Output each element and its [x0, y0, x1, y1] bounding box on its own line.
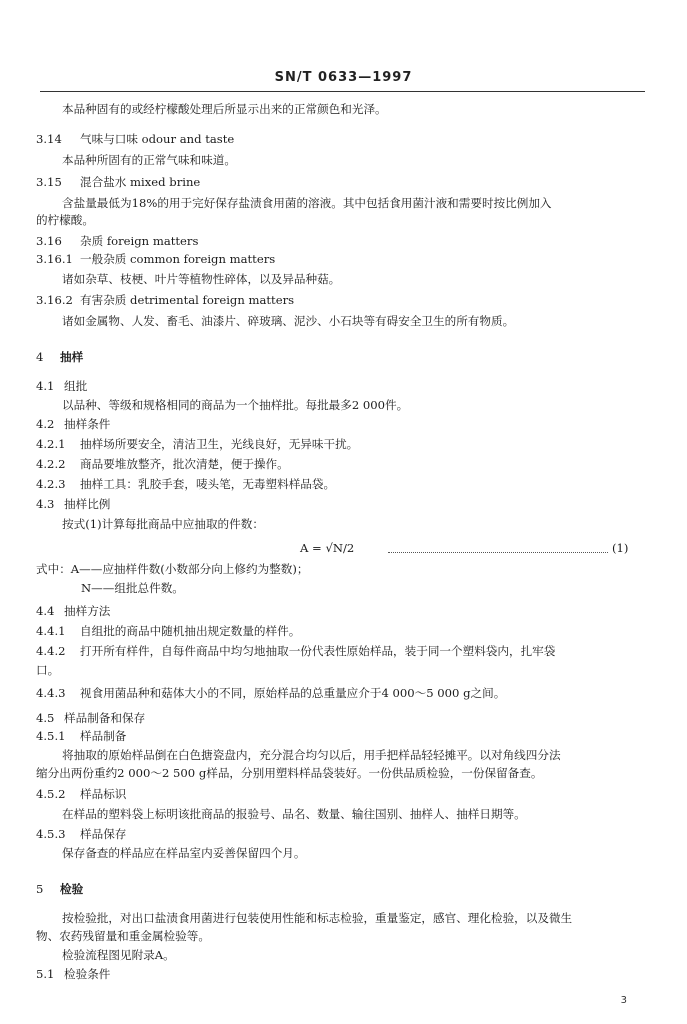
- section-title: 检验: [60, 882, 84, 896]
- section-number: 4.5.3: [36, 827, 66, 841]
- paragraph-text: 在样品的塑料袋上标明该批商品的报验号、品名、数量、输往国别、抽样人、抽样日期等。: [62, 807, 526, 821]
- section-title: 样品保存: [80, 827, 127, 841]
- paragraph-text: 式中：A——应抽样件数(小数部分向上修约为整数)；: [36, 562, 309, 576]
- text-line: [62, 195, 552, 211]
- text-line: [36, 212, 94, 228]
- section-title: 一般杂质 common foreign matters: [80, 252, 276, 266]
- section-number: 3.16.2: [36, 293, 73, 307]
- section-line: [36, 378, 87, 394]
- standard-number-header: SN/T 0633—1997: [274, 70, 413, 85]
- section-title: 抽样比例: [64, 497, 111, 511]
- section-number: 4.1: [36, 379, 55, 393]
- paragraph-text: 保存备查的样品应在样品室内妥善保留四个月。: [62, 846, 306, 860]
- text-line: [81, 580, 184, 596]
- section-title: 有害杂质 detrimental foreign matters: [80, 293, 295, 307]
- section-number: 4.2.1: [36, 437, 66, 451]
- section-line: [36, 786, 126, 802]
- page-number: 3: [620, 995, 627, 1006]
- section-line: [36, 456, 289, 472]
- section-number: 4.5.1: [36, 729, 66, 743]
- paragraph-text: 口。: [36, 663, 60, 677]
- section-number: 4.2.2: [36, 457, 66, 471]
- section-line: [36, 643, 555, 659]
- section-title: 气味与口味 odour and taste: [80, 132, 235, 146]
- section-title: 抽样工具：乳胶手套，唛头笔，无毒塑料样品袋。: [80, 477, 336, 491]
- section-line: [36, 251, 275, 267]
- text-line: [62, 101, 387, 117]
- paragraph-text: 本品种所固有的正常气味和味道。: [62, 153, 236, 167]
- section-line: [36, 436, 358, 452]
- paragraph-text: 本品种固有的或经柠檬酸处理后所显示出来的正常颜色和光泽。: [62, 102, 387, 116]
- section-number: 4.4.1: [36, 624, 66, 638]
- text-line: [62, 516, 264, 532]
- paragraph-text: 诸如杂草、枝梗、叶片等植物性碎体，以及异品种菇。: [62, 272, 341, 286]
- text-line: [62, 313, 514, 329]
- section-line: [36, 496, 110, 512]
- section-line: [36, 476, 335, 492]
- section-number: 4.4: [36, 604, 55, 618]
- text-line: [62, 806, 526, 822]
- section-line: [36, 174, 200, 190]
- text-line: [36, 928, 210, 944]
- text-line: [36, 765, 542, 781]
- section-line: [36, 603, 110, 619]
- text-line: [62, 747, 561, 763]
- section-title: 杂质 foreign matters: [80, 234, 199, 248]
- section-line: [36, 623, 300, 639]
- section-number: 3.16: [36, 234, 62, 248]
- paragraph-text: 按式(1)计算每批商品中应抽取的件数：: [62, 517, 264, 531]
- paragraph-text: 物、农药残留量和重金属检验等。: [36, 929, 210, 943]
- section-title: 检验条件: [64, 967, 111, 981]
- section-number: 4.2.3: [36, 477, 66, 491]
- text-line: [62, 271, 340, 287]
- section-title: 商品要堆放整齐，批次清楚，便于操作。: [80, 457, 289, 471]
- section-title: 样品制备: [80, 729, 127, 743]
- section-title: 抽样: [60, 350, 84, 364]
- paragraph-text: N——组批总件数。: [81, 581, 184, 595]
- section-number: 4.5.2: [36, 787, 66, 801]
- section-title: 样品标识: [80, 787, 127, 801]
- section-title: 混合盐水 mixed brine: [80, 175, 201, 189]
- text-line: [62, 152, 236, 168]
- formula-leader-dots: [388, 552, 608, 553]
- section-line: [36, 826, 126, 842]
- paragraph-text: 检验流程图见附录A。: [62, 948, 175, 962]
- section-title: 样品制备和保存: [64, 711, 146, 725]
- section-number: 3.15: [36, 175, 62, 189]
- section-line: [36, 416, 110, 432]
- section-number: 4.2: [36, 417, 55, 431]
- paragraph-text: 含盐量最低为18%的用于完好保存盐渍食用菌的溶液。其中包括食用菌汁液和需要时按比例加入: [62, 196, 552, 210]
- section-line: [36, 710, 145, 726]
- section-number: 5.1: [36, 967, 55, 981]
- paragraph-text: 缩分出两份重约2 000～2 500 g样品，分别用塑料样品袋装好。一份供品质检验，一份保留备查。: [36, 766, 543, 780]
- section-line: [36, 292, 294, 308]
- text-line: [62, 397, 408, 413]
- section-number: 4.5: [36, 711, 55, 725]
- section-number: 3.14: [36, 132, 62, 146]
- formula-expression: A = √N/2: [300, 541, 355, 555]
- section-title: 组批: [64, 379, 88, 393]
- paragraph-text: 的柠檬酸。: [36, 213, 94, 227]
- paragraph-text: 以品种、等级和规格相同的商品为一个抽样批。每批最多2 000件。: [62, 398, 409, 412]
- section-number: 4.4.2: [36, 644, 66, 658]
- section-line: [36, 131, 234, 147]
- section-title: 自组批的商品中随机抽出规定数量的样件。: [80, 624, 301, 638]
- paragraph-text: 按检验批，对出口盐渍食用菌进行包装使用性能和标志检验，重量鉴定，感官、理化检验，以及微生: [62, 911, 573, 925]
- formula-number: (1): [612, 541, 629, 555]
- section-title: 视食用菌品种和菇体大小的不同，原始样品的总重量应介于4 000～5 000 g之间。: [80, 686, 506, 700]
- section-line: [36, 233, 198, 249]
- section-number: 5: [36, 882, 44, 896]
- section-title: 抽样条件: [64, 417, 111, 431]
- text-line: [62, 947, 175, 963]
- section-line: [36, 728, 126, 744]
- text-line: [36, 561, 308, 577]
- paragraph-text: 将抽取的原始样品倒在白色搪瓷盘内，充分混合均匀以后，用手把样品轻轻摊平。以对角线四分法: [62, 748, 561, 762]
- header-rule: [40, 91, 645, 92]
- section-title: 抽样方法: [64, 604, 111, 618]
- section-line: [36, 966, 110, 982]
- section-number: 4: [36, 350, 44, 364]
- text-line: [62, 910, 572, 926]
- section-number: 4.4.3: [36, 686, 66, 700]
- section-number: 4.3: [36, 497, 55, 511]
- section-number: 3.16.1: [36, 252, 73, 266]
- section-line: [36, 685, 505, 701]
- paragraph-text: 诸如金属物、人发、畜毛、油漆片、碎玻璃、泥沙、小石块等有碍安全卫生的所有物质。: [62, 314, 515, 328]
- section-line: [36, 349, 83, 365]
- text-line: [36, 662, 59, 678]
- section-line: [36, 881, 83, 897]
- text-line: [62, 845, 305, 861]
- section-title: 抽样场所要安全，清洁卫生，光线良好，无异味干扰。: [80, 437, 359, 451]
- section-title: 打开所有样件，自每件商品中均匀地抽取一份代表性原始样品，装于同一个塑料袋内，扎牢袋: [80, 644, 556, 658]
